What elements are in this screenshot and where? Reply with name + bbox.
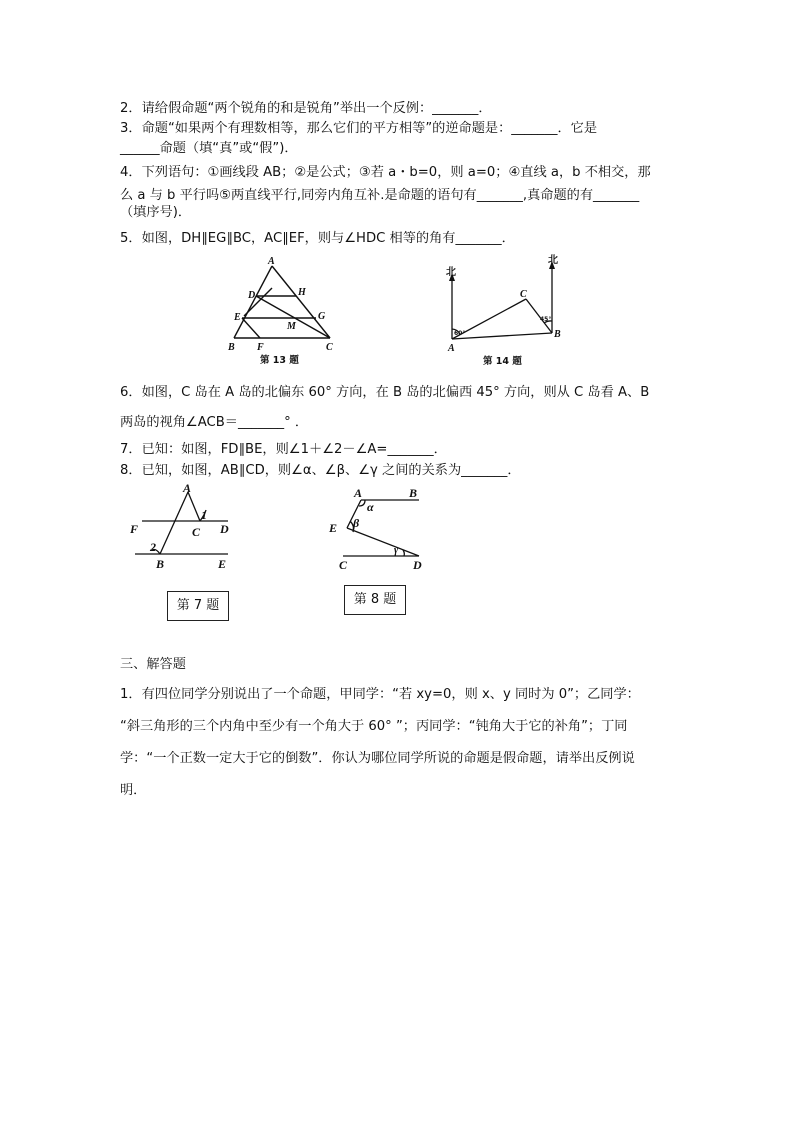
fig7-label-b: B (156, 557, 165, 571)
fig13-caption: 第 13 题 (260, 355, 299, 366)
question-2: 2．请给假命题“两个锐角的和是锐角”举出一个反例：_______． (120, 101, 492, 116)
fig7-caption: 第 7 题 (176, 598, 220, 613)
fig13-label-g: G (318, 311, 326, 322)
question-3-line-1: 3．命题“如果两个有理数相等，那么它们的平方相等”的逆命题是：_______．它是 (120, 121, 598, 136)
fig14-label-a: A (448, 343, 455, 354)
fig13-label-m: M (287, 321, 296, 332)
solve-question-1-line-2: “斜三角形的三个内角中至少有一个角大于 60° ”；丙同学：“钝角大于它的补角”；丁同 (120, 719, 628, 734)
question-5: 5．如图，DH∥EG∥BC，AC∥EF，则与∠HDC 相等的角有_______． (120, 231, 515, 246)
fig13-label-b: B (228, 342, 235, 353)
fig13-label-f: F (257, 342, 264, 353)
fig8-label-a: A (354, 486, 363, 500)
figure-8-diagram (325, 480, 435, 575)
fig7-label-d: D (220, 522, 229, 536)
fig7-angle-2: 2 (150, 540, 156, 554)
fig7-caption-box (167, 591, 229, 621)
fig13-label-c: C (326, 342, 333, 353)
figure-14-diagram (440, 255, 580, 370)
fig7-segment-ab (160, 492, 188, 554)
question-3-line-2: ______命题（填“真”或“假”)． (120, 141, 298, 156)
fig14-segment-ab (452, 333, 552, 339)
fig14-north-label-left: 北 (446, 267, 456, 278)
figure-7 (120, 480, 250, 575)
question-4-line-1: 4．下列语句：①画线段 AB；②是公式；③若 a・b=0，则 a=0；④直线 a，b 不相交，那 (120, 165, 651, 180)
figure-13 (220, 258, 350, 368)
figure-8 (325, 480, 435, 575)
solve-question-1-line-4: 明． (120, 783, 147, 798)
figure-7-diagram (120, 480, 250, 575)
question-8: 8．已知，如图，AB∥CD，则∠α、∠β、∠γ 之间的关系为_______． (120, 463, 521, 478)
question-4-line-3: （填序号)． (120, 205, 192, 220)
fig7-label-a: A (183, 481, 192, 495)
fig8-angle-gamma: γ (394, 545, 399, 556)
fig14-north-label-right: 北 (548, 255, 558, 266)
fig8-label-e: E (329, 521, 338, 535)
question-6-line-1: 6．如图，C 岛在 A 岛的北偏东 60° 方向，在 B 岛的北偏西 45° 方向，则从 C 岛看 A、B (120, 385, 650, 400)
fig13-label-e: E (234, 312, 241, 323)
fig7-angle-1: 1 (201, 508, 207, 522)
fig13-side-ac (272, 266, 330, 338)
fig8-caption: 第 8 题 (353, 592, 397, 607)
fig14-angle-60: 60° (454, 330, 466, 337)
fig7-label-f: F (130, 522, 139, 536)
solve-question-1-line-3: 学：“一个正数一定大于它的倒数”．你认为哪位同学所说的命题是假命题，请举出反例说 (120, 751, 635, 766)
fig7-label-e: E (218, 557, 227, 571)
fig8-segment-ed (347, 528, 419, 556)
fig8-label-c: C (339, 558, 348, 572)
figure-14 (440, 255, 580, 370)
fig8-label-d: D (413, 558, 422, 572)
fig14-angle-45: 45° (540, 316, 552, 323)
fig7-segment-ac (188, 492, 200, 521)
fig8-angle-mark-gamma (403, 550, 404, 556)
question-4-line-2: 么 a 与 b 平行吗⑤两直线平行,同旁内角互补.是命题的语句有_______,真命题的有_______ (120, 188, 640, 203)
fig8-label-b: B (409, 486, 418, 500)
fig13-label-d: D (248, 290, 256, 301)
fig13-label-h: H (298, 287, 306, 298)
fig8-angle-beta: β (353, 516, 360, 530)
fig8-caption-box (344, 585, 406, 615)
solve-question-1-line-1: 1．有四位同学分别说出了一个命题，甲同学：“若 xy=0，则 x、y 同时为 0”；乙同学： (120, 687, 640, 702)
fig8-angle-alpha: α (367, 500, 374, 514)
section-3-heading: 三、解答题 (120, 657, 186, 672)
fig14-caption: 第 14 题 (483, 356, 522, 367)
question-7: 7．已知：如图，FD∥BE，则∠1＋∠2－∠A=_______． (120, 442, 447, 457)
fig7-label-c: C (192, 525, 201, 539)
fig13-label-a: A (268, 256, 275, 267)
fig13-segment-ef (242, 318, 260, 338)
fig14-label-c: C (520, 289, 527, 300)
fig14-label-b: B (554, 329, 561, 340)
question-6-line-2: 两岛的视角∠ACB＝_______° ． (120, 415, 309, 430)
figure-13-diagram (220, 258, 350, 368)
